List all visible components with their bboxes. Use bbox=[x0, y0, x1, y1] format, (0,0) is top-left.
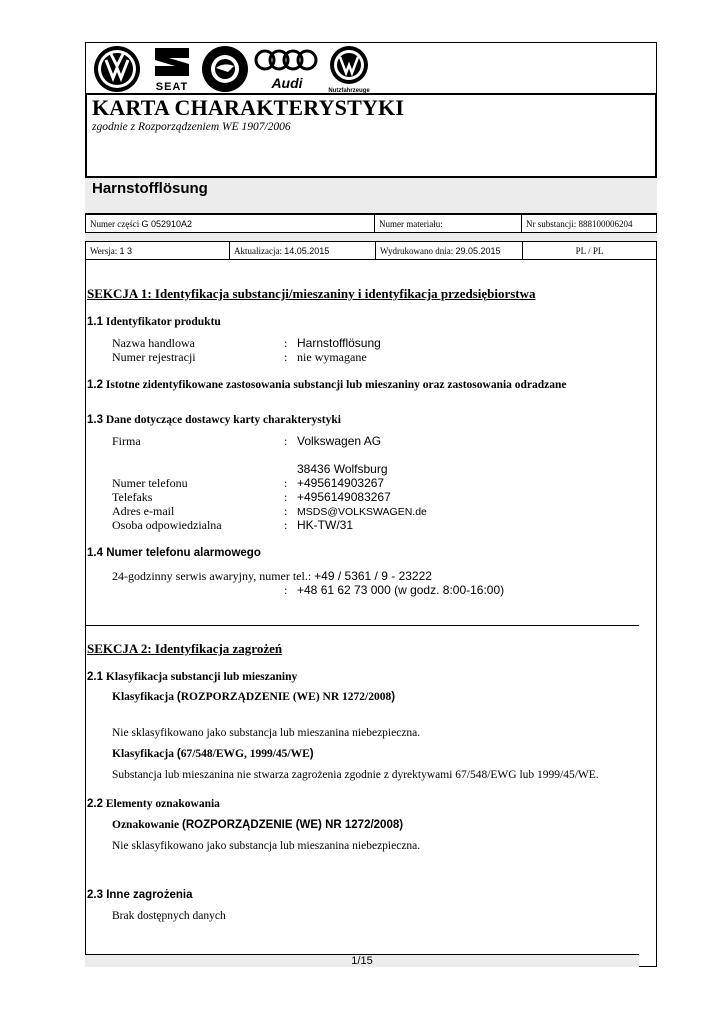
meta-table-dates bbox=[85, 241, 657, 260]
material-number-cell bbox=[375, 215, 522, 233]
classification-dsd-text: Substancja lub mieszanina nie stwarza zagrożenia zgodnie z dyrektywami 67/548/EWG lub 1999/45/WE. bbox=[112, 769, 599, 781]
part-number-value: G 052910A2 bbox=[141, 218, 193, 229]
nutzfahrzeuge-wordmark: Nutzfahrzeuge bbox=[328, 88, 370, 94]
update-cell bbox=[230, 242, 376, 260]
emergency-row-1: 24-godzinny serwis awaryjny, numer tel.: +49 / 5361 / 9 - 23222 bbox=[112, 569, 432, 583]
registration-row: Numer rejestracji : nie wymagane bbox=[112, 350, 367, 364]
subsection-1-3: 1.3 Dane dotyczące dostawcy karty charakterystyki bbox=[87, 414, 341, 426]
version-label: Wersja: bbox=[90, 245, 118, 256]
version-value: 1 3 bbox=[119, 245, 133, 256]
email-row: Adres e-mail : MSDS@VOLKSWAGEN.de bbox=[112, 504, 427, 518]
subsection-2-1: 2.1 Klasyfikacja substancji lub mieszaniny bbox=[87, 671, 298, 683]
emergency-row-2: : +48 61 62 73 000 (w godz. 8:00-16:00) bbox=[284, 583, 505, 597]
meta-table-numbers bbox=[85, 214, 657, 233]
classification-clp-label: Klasyfikacja (ROZPORZĄDZENIE (WE) NR 1272/2008) bbox=[112, 691, 396, 703]
language-cell: PL / PL bbox=[523, 242, 657, 260]
fax-row: Telefaks : +4956149083267 bbox=[112, 490, 391, 504]
version-cell bbox=[86, 242, 230, 260]
classification-clp-text: Nie sklasyfikowano jako substancja lub mieszanina niebezpieczna. bbox=[112, 727, 421, 739]
substance-number-label: Nr substancji: bbox=[526, 218, 577, 229]
seat-logo-icon bbox=[147, 44, 197, 94]
subsection-2-3: 2.3 Inne zagrożenia bbox=[87, 889, 193, 901]
product-name: Harnstofflösung bbox=[92, 180, 208, 197]
address-row: 38436 Wolfsburg bbox=[297, 462, 388, 476]
vw-logo-icon bbox=[92, 44, 142, 94]
printed-value: 29.05.2015 bbox=[455, 245, 501, 256]
audi-wordmark: Audi bbox=[271, 75, 303, 91]
other-hazards-text: Brak dostępnych danych bbox=[112, 910, 226, 922]
seat-wordmark: SEAT bbox=[155, 81, 189, 93]
meta-gap bbox=[85, 233, 657, 241]
audi-logo-icon bbox=[254, 44, 320, 94]
company-row: Firma : Volkswagen AG bbox=[112, 434, 382, 448]
part-number-cell bbox=[86, 215, 375, 233]
section-divider bbox=[85, 625, 639, 626]
skoda-logo-icon bbox=[200, 44, 250, 94]
classification-dsd-label: Klasyfikacja (67/548/EWG, 1999/45/WE) bbox=[112, 748, 314, 760]
brand-logos bbox=[92, 44, 372, 94]
page-number: 1/15 bbox=[351, 955, 373, 967]
printed-label: Wydrukowano dnia: bbox=[380, 245, 454, 256]
subsection-1-1: 1.1 Identyfikator produktu bbox=[87, 316, 221, 328]
update-value: 14.05.2015 bbox=[284, 245, 330, 256]
vw-commercial-logo-icon bbox=[324, 44, 374, 94]
labelling-text: Nie sklasyfikowano jako substancja lub mieszanina niebezpieczna. bbox=[112, 840, 421, 852]
update-label: Aktualizacja: bbox=[234, 245, 282, 256]
phone-row: Numer telefonu : +495614903267 bbox=[112, 476, 385, 490]
printed-cell bbox=[376, 242, 523, 260]
trade-name-row: Nazwa handlowa : Harnstofflösung bbox=[112, 336, 381, 350]
substance-number-value: 888100006204 bbox=[578, 218, 633, 229]
subsection-1-4: 1.4 Numer telefonu alarmowego bbox=[87, 547, 261, 559]
subsection-2-2: 2.2 Elementy oznakowania bbox=[87, 798, 220, 810]
section2-heading: SEKCJA 2: Identyfikacja zagrożeń bbox=[87, 641, 283, 656]
document-title: KARTA CHARAKTERYSTYKI bbox=[92, 95, 405, 120]
material-number-label: Numer materiału: bbox=[379, 218, 443, 229]
substance-number-cell bbox=[522, 215, 657, 233]
email-link[interactable]: MSDS@VOLKSWAGEN.de bbox=[297, 506, 427, 518]
part-number-label: Numer części bbox=[90, 218, 140, 229]
contact-row: Osoba odpowiedzialna : HK-TW/31 bbox=[112, 518, 354, 532]
subsection-1-2: 1.2 Istotne zidentyfikowane zastosowania substancji lub mieszaniny oraz zastosowania odradzane bbox=[87, 379, 567, 391]
document-subtitle: zgodnie z Rozporządzeniem WE 1907/2006 bbox=[92, 121, 291, 133]
section1-heading: SEKCJA 1: Identyfikacja substancji/mieszaniny i identyfikacja przedsiębiorstwa bbox=[87, 286, 536, 301]
labelling-label: Oznakowanie (ROZPORZĄDZENIE (WE) NR 1272/2008) bbox=[112, 819, 404, 831]
